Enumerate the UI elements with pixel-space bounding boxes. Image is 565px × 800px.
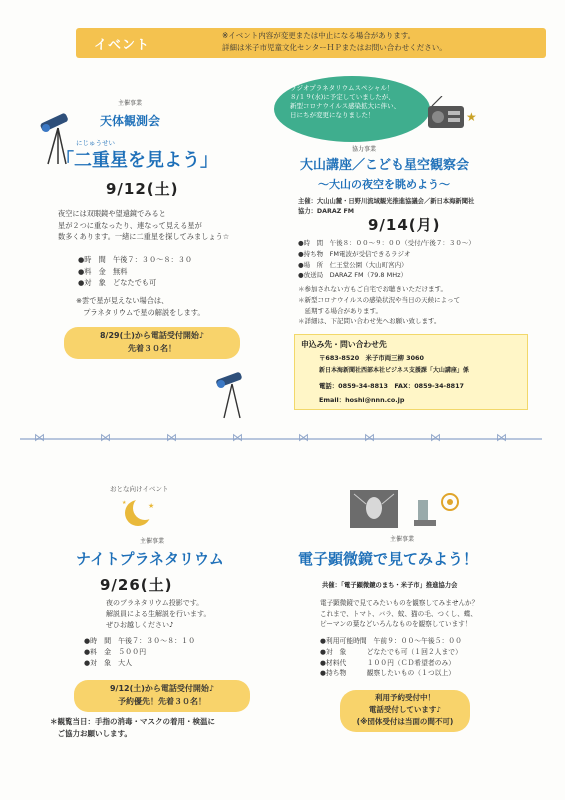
- contact-box: [294, 334, 528, 410]
- contact-heading: 申込み先・問い合わせ先: [301, 340, 387, 349]
- event1-rain-note: ※雲で星が見えない場合は、 プラネタリウムで星の解説をします。: [76, 296, 205, 317]
- bow-icon: ⋈: [34, 431, 45, 444]
- event3-title: ナイトプラネタリウム: [76, 550, 224, 568]
- event3-date: 9/26(土): [100, 576, 173, 594]
- event1-sponsor: 主催事業: [118, 100, 143, 107]
- contact-email: Email：hoshi@nnn.co.jp: [319, 396, 405, 404]
- bow-icon: ⋈: [430, 431, 441, 444]
- radio-icon: [424, 96, 468, 130]
- bow-icon: ⋈: [100, 431, 111, 444]
- event3-description: 夜のプラネタリウム投影です。 解説員による生解説を行います。 ぜひお越しください♪: [106, 599, 211, 629]
- event1-ruby: にじゅうせい: [76, 139, 115, 147]
- event3-details: ●時 間 午後７：３０～８：１０ ●料 金 ５００円 ●対 象 大人: [84, 637, 196, 667]
- svg-text:★: ★: [122, 500, 127, 506]
- event2-date: 9/14(月): [368, 216, 441, 234]
- crescent-moon-icon: [118, 496, 162, 530]
- event2-organizer: 主催：大山山麓・日野川流域観光推進協議会／新日本海新聞社 協力：DARAZ FM: [298, 198, 475, 215]
- bow-icon: ⋈: [166, 431, 177, 444]
- event1-reservation: 8/29(土)から電話受付開始♪ 先着３０名！: [64, 327, 240, 359]
- event1-date: 9/12(土): [106, 180, 179, 198]
- event4-sponsor: 主催事業: [390, 536, 415, 543]
- star-icon: ★: [466, 110, 477, 124]
- event3-reservation: 9/12(土)から電話受付開始♪ 予約優先！先着３０名！: [74, 680, 250, 712]
- event2-title: 大山講座／こども星空観察会: [300, 158, 470, 173]
- event2-details: ●時 間 午後８：００～９：００（受付/午後７：３０～） ●持ち物 FM電波が受信できるラジオ ●場 所 仁王堂公園（大山町宮内） ●放送局 DARAZ FM（79.8 MHz）: [298, 239, 475, 280]
- contact-phone: 電話：0859-34-8813 FAX：0859-34-8817: [319, 382, 464, 390]
- microscope-photo: [350, 490, 398, 528]
- event3-sponsor: 主催事業: [140, 538, 165, 545]
- event2-notes: ＊参加されない方もご自宅でお聴きいただけます。 ＊新型コロナウイルスの感染状況や当日の天候によって 延期する場合があります。 ＊詳細は、下記問い合わせ先へお願い致します。: [298, 285, 461, 326]
- radio-special-bubble: ラジオプラネタリウムスペシャル！ ８/１９(水)に予定していましたが、 新型コロナウイルス感染拡大に伴い、 日にちが変更になりました！: [274, 76, 430, 142]
- microscope-icon: [410, 490, 466, 528]
- ribbon-divider: [20, 438, 542, 440]
- svg-text:★: ★: [148, 502, 155, 510]
- event4-title: 電子顕微鏡で見てみよう！: [298, 550, 479, 568]
- contact-address: 〒683-8520 米子市両三柳 3060: [319, 354, 424, 362]
- event4-organizer: 共催：「電子顕微鏡のまち・米子市」推進協力会: [322, 582, 458, 589]
- event4-description: 電子顕微鏡で見てみたいものを観察してみませんか？ これまで、トマト、バラ、蚊、猫の毛、つくし、蝶、 ピーマンの葉などいろんなものを観察しています！: [320, 599, 479, 628]
- contact-org: 新日本海新聞社西部本社ビジネス支援課「大山講座」係: [319, 367, 469, 374]
- telescope-icon: [214, 368, 254, 420]
- event4-reservation: 利用予約受付中！ 電話受付しています♪ (※団体受付は当面の間不可): [340, 690, 470, 732]
- event1-title: 「二重星を見よう」: [56, 150, 218, 171]
- header-bar: [76, 28, 546, 58]
- event1-category: 天体観測会: [100, 114, 161, 128]
- event4-details: ●利用可能時間 午前９：００～午後５：００ ●対 象 どなたでも可（１回２人まで） ●材料代 １００円（ＣＤ希望者のみ） ●持ち物 観察したいもの（１つ以上）: [320, 637, 462, 678]
- bow-icon: ⋈: [232, 431, 243, 444]
- event1-details: ●時 間 午後７：３０～８：３０ ●料 金 無料 ●対 象 どなたでも可: [78, 255, 193, 287]
- header-title: イベント: [94, 38, 151, 53]
- event2-subtitle: ～大山の夜空を眺めよう～: [318, 178, 450, 191]
- event2-sponsor: 協力事業: [352, 146, 377, 153]
- bow-icon: ⋈: [298, 431, 309, 444]
- event1-description: 夜空には双眼鏡や望遠鏡でみると 星が２つに重なったり、連なって見える星が 数多くあります。一緒に二重星を探してみましょう☆: [58, 209, 230, 241]
- event3-adult-tag: おとな向けイベント: [110, 485, 169, 493]
- header-notice: ※イベント内容が変更または中止になる場合があります。 詳細は米子市児童文化センターＨＰまたはお問い合わせください。: [222, 31, 447, 52]
- bow-icon: ⋈: [364, 431, 375, 444]
- bow-icon: ⋈: [496, 431, 507, 444]
- event3-note: ＊観覧当日：手指の消毒・マスクの着用・検温に ご協力お願いします。: [50, 717, 215, 738]
